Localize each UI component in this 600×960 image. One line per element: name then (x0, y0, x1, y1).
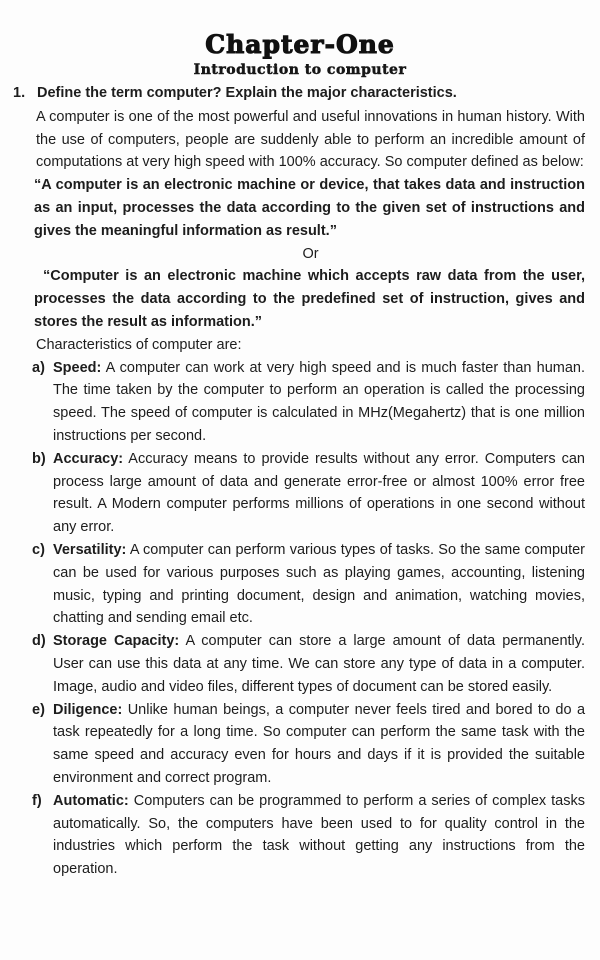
question-item (13, 82, 585, 105)
characteristic-term: Accuracy: (53, 450, 124, 467)
intro-paragraph: A computer is one of the most powerful and useful innovations in human history. With the use of computers, people are suddenly able to perform an incredible amount of computations at very high speed with 100% accuracy. So computer defined as below: (36, 108, 585, 171)
characteristics-heading: Characteristics of computer are: (36, 336, 242, 353)
characteristic-term: Automatic: (53, 792, 129, 809)
characteristic-text: A computer can store a large amount of data permanently. User can use this data at any time. We can store any type of data in a computer. Image, audio and video files, different types of document can be stored easily. (53, 633, 585, 695)
characteristic-text: A computer can work at very high speed and is much faster than human. The time taken by the computer to perform an operation is called the processing speed. The speed of computer is calculated in MHz(Megahertz) that is one million instructions per second. (53, 359, 585, 444)
characteristic-paragraph (53, 448, 585, 539)
characteristic-item-storage-capacity (32, 630, 600, 698)
characteristic-paragraph (53, 699, 585, 790)
characteristic-term: Storage Capacity: (53, 633, 180, 650)
characteristic-item-versatility (32, 539, 600, 630)
characteristic-term: Speed: (53, 359, 102, 376)
characteristic-item-diligence (32, 699, 600, 790)
characteristic-item-speed (32, 357, 600, 448)
definition-paragraph-2: “Computer is an electronic machine which accepts raw data from the user, processes the data according to the predefined set of instruction, gives and stores the result as information.” (34, 268, 585, 330)
characteristic-paragraph (53, 790, 585, 881)
characteristic-paragraph (53, 357, 585, 448)
list-marker: e) (32, 701, 45, 718)
or-separator: Or (302, 245, 319, 262)
characteristic-text: Accuracy means to provide results without any error. Computers can process large amount of data and generate error-free or almost 100% error free result. A Modern computer performs millions of operations in one second without any error. (53, 450, 585, 536)
list-marker: b) (32, 450, 46, 467)
list-marker: d) (32, 633, 46, 650)
chapter-title: Chapter-One (205, 30, 395, 59)
definition-paragraph-1: “A computer is an electronic machine or device, that takes data and instruction as an input, processes the data according to the given set of instructions and gives the meaningful information as result.” (34, 177, 585, 239)
characteristic-item-automatic (32, 790, 600, 881)
characteristic-paragraph (53, 630, 585, 698)
list-marker: c) (32, 541, 45, 558)
characteristic-paragraph (53, 539, 585, 630)
characteristic-term: Versatility: (53, 541, 127, 558)
list-marker: a) (32, 359, 45, 376)
question-number: 1. (13, 85, 26, 101)
characteristic-term: Diligence: (53, 701, 123, 718)
characteristic-text: Unlike human beings, a computer never feels tired and bored to do a task repeatedly for a long time. So computer can perform the same task with the same speed and accuracy even for hours and days if it is provided the suitable environment and correct program. (53, 701, 586, 786)
characteristic-text: A computer can perform various types of tasks. So the same computer can be used for various purposes such as playing games, accounting, listening music, typing and printing document, design and animation, watching movies, chatting and sending email etc. (53, 541, 586, 627)
answer-body (0, 106, 600, 881)
characteristic-text: Computers can be programmed to perform a series of complex tasks automatically. So, the computers have been used to for quality control in the industries which perform the task without getting any instructions from the operation. (53, 792, 585, 878)
question-text: Define the term computer? Explain the major characteristics. (37, 85, 457, 101)
chapter-subtitle: Introduction to computer (193, 62, 407, 78)
characteristic-item-accuracy (32, 448, 600, 539)
list-marker: f) (32, 792, 42, 809)
